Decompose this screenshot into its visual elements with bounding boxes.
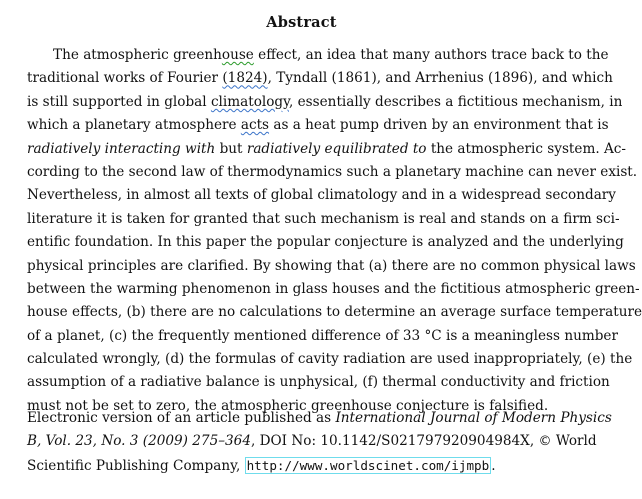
italic-phrase: radiatively interacting with (27, 140, 216, 157)
spellcheck-underlined-word: ouse (221, 47, 254, 63)
note-line (27, 407, 612, 430)
abstract-line: of a planet, (c) the frequently mentioned difference of 33 °C is a meaningless number (27, 327, 618, 344)
note-line (27, 454, 582, 477)
abstract-line: literature it is taken for granted that such mechanism is real and stands on a firm sci- (27, 210, 620, 227)
text-span: but (215, 140, 247, 157)
text-span: . (491, 457, 496, 474)
abstract-line (27, 67, 613, 90)
text-span: , essentially describes a fictitious mechanism, in (289, 93, 623, 110)
journal-volume: B, Vol. 23, No. 3 (2009) 275–364 (27, 433, 251, 450)
journal-name: International Journal of Modern Physics (335, 410, 612, 426)
doi-text: , DOI No: 10.1142/S021797920904984X, (250, 433, 539, 450)
journal-url-link[interactable]: http://www.worldscinet.com/ijmpb (246, 457, 490, 473)
abstract-line (27, 138, 626, 161)
abstract-line: cording to the second law of thermodynamics such a planetary machine can never exist. (27, 163, 638, 180)
text-span: traditional works of Fourier (27, 70, 223, 87)
text-span: , Tyndall (1861), and Arrhenius (1896), and which (267, 70, 613, 87)
text-span: the atmospheric system. Ac- (426, 140, 626, 157)
abstract-line (27, 114, 609, 137)
text-span: which a planetary atmosphere (27, 117, 241, 134)
text-span: The atmospheric greenh (53, 47, 222, 63)
text-span: effect, an idea that many authors trace back to the (253, 47, 609, 63)
text-span: Electronic version of an article published as (27, 410, 336, 426)
abstract-line: assumption of a radiative balance is unphysical, (f) thermal conductivity and friction (27, 374, 610, 391)
note-line (27, 430, 597, 453)
abstract-line (27, 91, 623, 114)
abstract-line: entific foundation. In this paper the popular conjecture is analyzed and the underlying (27, 234, 624, 251)
abstract-line: calculated wrongly, (d) the formulas of cavity radiation are used inappropriately, (e) the (27, 351, 633, 368)
text-span: is still supported in global (27, 93, 211, 110)
text-span: Scientific Publishing Company, (27, 457, 245, 474)
spellcheck-underlined-word: (1824) (222, 70, 268, 87)
abstract-line: must not be set to zero, the atmospheric greenhouse conjecture is falsified. (27, 397, 549, 414)
electronic-version-note (27, 407, 612, 477)
text-span: as a heat pump driven by an environment that is (269, 117, 609, 134)
abstract-line: Nevertheless, in almost all texts of global climatology and in a widespread secondary (27, 187, 616, 204)
abstract-heading: Abstract (266, 14, 337, 31)
spellcheck-underlined-word: acts (240, 117, 270, 134)
copyright-symbol: © (538, 434, 552, 450)
abstract-line: physical principles are clarified. By showing that (a) there are no common physical laws (27, 257, 636, 274)
text-span: World (551, 433, 597, 450)
spellcheck-underlined-word: climatology (210, 93, 289, 110)
abstract-line (27, 44, 609, 67)
abstract-line: house effects, (b) there are no calculations to determine an average surface temperature (27, 304, 642, 321)
italic-phrase: radiatively equilibrated to (246, 140, 427, 157)
abstract-line: between the warming phenomenon in glass houses and the fictitious atmospheric green- (27, 280, 640, 297)
